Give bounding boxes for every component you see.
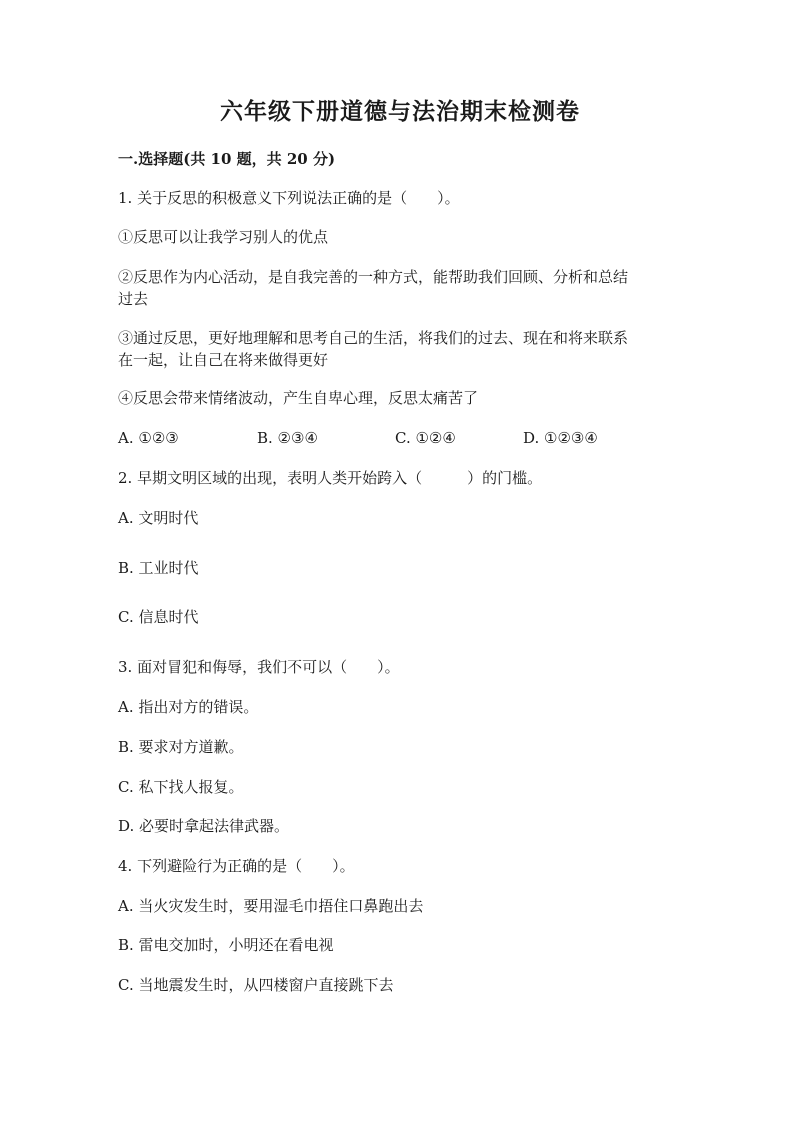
question-3-stem: 3. 面对冒犯和侮辱，我们不可以（ ）。 <box>118 658 400 676</box>
question-1-statement-3-cont: 在一起，让自己在将来做得更好 <box>118 351 329 369</box>
question-4-option-c[interactable]: C. 当地震发生时，从四楼窗户直接跳下去 <box>118 976 394 994</box>
question-1-option-d[interactable]: D. ①②③④ <box>523 429 598 447</box>
question-4-option-b[interactable]: B. 雷电交加时，小明还在看电视 <box>118 936 334 954</box>
question-2-option-a[interactable]: A. 文明时代 <box>118 509 199 527</box>
question-1-statement-1: ①反思可以让我学习别人的优点 <box>118 228 329 246</box>
question-4-option-a[interactable]: A. 当火灾发生时，要用湿毛巾捂住口鼻跑出去 <box>118 897 424 915</box>
question-3-option-b[interactable]: B. 要求对方道歉。 <box>118 738 244 756</box>
question-1-options <box>118 427 688 449</box>
question-1-statement-2: ②反思作为内心活动，是自我完善的一种方式，能帮助我们回顾、分析和总结 <box>118 268 629 286</box>
section-heading: 一.选择题(共 10 题，共 20 分) <box>118 150 336 168</box>
question-1-stem: 1. 关于反思的积极意义下列说法正确的是（ ）。 <box>118 189 460 207</box>
question-1-option-a[interactable]: A. ①②③ <box>118 429 179 447</box>
question-2-stem: 2. 早期文明区域的出现，表明人类开始跨入（ ）的门槛。 <box>118 469 543 487</box>
question-1-statement-3: ③通过反思，更好地理解和思考自己的生活，将我们的过去、现在和将来联系 <box>118 329 629 347</box>
question-1-statement-2-cont: 过去 <box>118 290 149 308</box>
question-1-statement-4: ④反思会带来情绪波动，产生自卑心理，反思太痛苦了 <box>118 389 479 407</box>
question-3-option-c[interactable]: C. 私下找人报复。 <box>118 778 244 796</box>
question-2-option-c[interactable]: C. 信息时代 <box>118 608 199 626</box>
page-title: 六年级下册道德与法治期末检测卷 <box>220 98 580 125</box>
question-1-option-c[interactable]: C. ①②④ <box>395 429 456 447</box>
question-3-option-d[interactable]: D. 必要时拿起法律武器。 <box>118 817 290 835</box>
question-1-option-b[interactable]: B. ②③④ <box>257 429 318 447</box>
question-3-option-a[interactable]: A. 指出对方的错误。 <box>118 698 259 716</box>
question-2-option-b[interactable]: B. 工业时代 <box>118 559 199 577</box>
question-4-stem: 4. 下列避险行为正确的是（ ）。 <box>118 857 355 875</box>
